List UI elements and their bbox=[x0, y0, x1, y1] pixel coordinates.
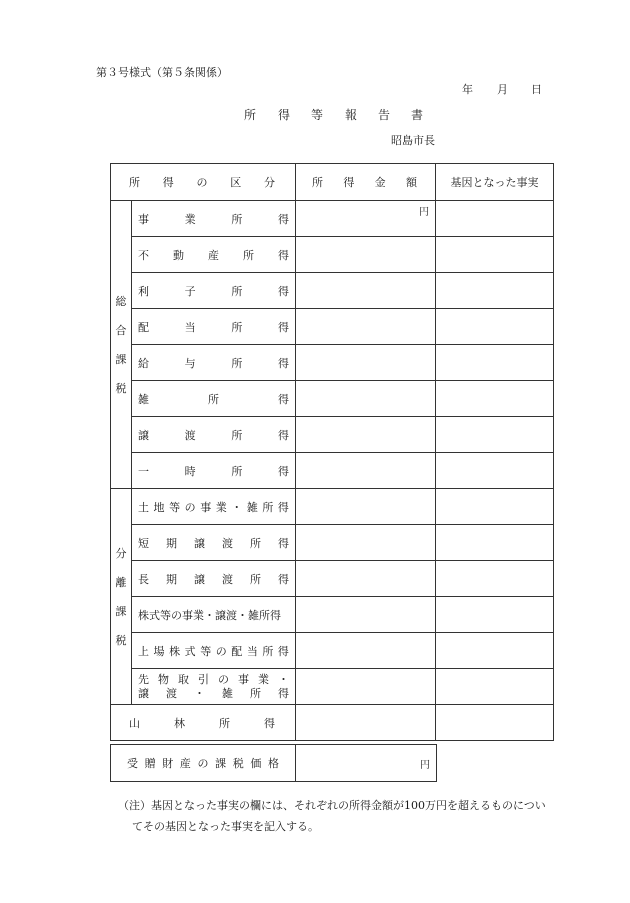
label-char: 業 bbox=[258, 673, 269, 686]
basis-cell[interactable] bbox=[436, 345, 554, 381]
group-char: 合 bbox=[115, 323, 127, 337]
label-char: 所 bbox=[231, 284, 243, 298]
label-char: 得 bbox=[277, 212, 289, 226]
label-char: 渡 bbox=[166, 687, 177, 700]
label-char: 利 bbox=[138, 284, 149, 298]
table-row bbox=[111, 309, 554, 345]
label-char: 物 bbox=[158, 673, 169, 686]
addressee: 昭島市長 bbox=[391, 134, 435, 147]
income-type-label bbox=[132, 561, 296, 597]
label-char: 事 bbox=[238, 673, 249, 686]
group-char: 離 bbox=[115, 575, 127, 589]
label-char: 短 bbox=[138, 536, 149, 550]
income-type-label bbox=[132, 237, 296, 273]
table-row bbox=[111, 417, 554, 453]
amount-cell[interactable] bbox=[296, 525, 436, 561]
basis-cell[interactable] bbox=[436, 525, 554, 561]
income-type-label bbox=[132, 597, 296, 633]
income-type-label bbox=[132, 309, 296, 345]
label-char: の bbox=[218, 673, 229, 686]
label-char: 場 bbox=[153, 644, 165, 658]
label-char: 額 bbox=[405, 176, 417, 189]
header-category bbox=[111, 164, 296, 201]
table-row bbox=[111, 237, 554, 273]
gift-label bbox=[111, 745, 296, 782]
title-char: 所 bbox=[244, 108, 257, 122]
label-char: 当 bbox=[246, 644, 258, 658]
label-char: 得 bbox=[264, 716, 275, 730]
label-char: 得 bbox=[278, 248, 289, 262]
label-char: 株式等の事業・譲渡・雑所得 bbox=[138, 608, 281, 622]
label-char: 格 bbox=[268, 757, 279, 770]
label-char: 渡 bbox=[222, 572, 233, 586]
label-char: 事 bbox=[138, 212, 149, 226]
title-char: 等 bbox=[311, 108, 324, 122]
label-char: 得 bbox=[278, 536, 289, 550]
label-char: 区 bbox=[230, 176, 242, 189]
amount-cell[interactable] bbox=[296, 273, 436, 309]
label-char: 産 bbox=[208, 248, 219, 262]
label-char: 山 bbox=[129, 716, 140, 730]
label-char: 事 bbox=[200, 500, 212, 514]
header-basis: 基因となった事実 bbox=[436, 164, 554, 201]
basis-cell[interactable] bbox=[436, 237, 554, 273]
label-char: 林 bbox=[174, 716, 185, 730]
label-char: 所 bbox=[250, 687, 261, 700]
label-char: 得 bbox=[277, 284, 289, 298]
group-char: 課 bbox=[115, 352, 127, 366]
label-char: 期 bbox=[166, 536, 177, 550]
date-year-label: 年 bbox=[462, 83, 473, 96]
table-row bbox=[111, 597, 554, 633]
amount-cell[interactable] bbox=[296, 201, 436, 237]
label-char: 所 bbox=[208, 392, 219, 406]
label-char: 得 bbox=[278, 687, 289, 700]
label-char: 子 bbox=[184, 284, 196, 298]
income-type-label bbox=[132, 489, 296, 525]
label-char: 所 bbox=[219, 716, 230, 730]
table-row bbox=[111, 273, 554, 309]
amount-cell[interactable] bbox=[296, 669, 436, 705]
label-char: ・ bbox=[231, 500, 243, 514]
group-char: 税 bbox=[115, 633, 127, 647]
label-char: 所 bbox=[231, 320, 243, 334]
label-char: 雑 bbox=[246, 500, 258, 514]
basis-cell[interactable] bbox=[436, 417, 554, 453]
basis-cell[interactable] bbox=[436, 273, 554, 309]
income-type-label bbox=[132, 633, 296, 669]
label-char: 得 bbox=[277, 320, 289, 334]
label-char: 受 bbox=[127, 757, 138, 770]
date-month-label: 月 bbox=[497, 83, 508, 96]
amount-cell[interactable] bbox=[296, 345, 436, 381]
label-char: 業 bbox=[215, 500, 227, 514]
title-char: 書 bbox=[411, 108, 424, 122]
label-char: 得 bbox=[277, 428, 289, 442]
title-char: 報 bbox=[345, 108, 358, 122]
label-char: 金 bbox=[374, 176, 386, 189]
label-char: 期 bbox=[166, 572, 177, 586]
basis-cell[interactable] bbox=[436, 597, 554, 633]
table-row bbox=[111, 633, 554, 669]
table-row bbox=[111, 381, 554, 417]
label-char: 先 bbox=[138, 673, 149, 686]
label-char: 時 bbox=[184, 464, 196, 478]
amount-cell[interactable] bbox=[296, 309, 436, 345]
label-char: 業 bbox=[184, 212, 196, 226]
label-char: 得 bbox=[343, 176, 355, 189]
label-char: の bbox=[196, 176, 208, 189]
amount-cell[interactable] bbox=[296, 561, 436, 597]
income-type-label bbox=[132, 381, 296, 417]
label-char: 雑 bbox=[138, 392, 149, 406]
label-char: 与 bbox=[184, 356, 196, 370]
label-char: 株 bbox=[169, 644, 181, 658]
group-char: 税 bbox=[115, 381, 127, 395]
table-row bbox=[111, 669, 554, 705]
yen-unit: 円 bbox=[419, 207, 429, 218]
label-char: 所 bbox=[231, 428, 243, 442]
amount-cell[interactable] bbox=[296, 453, 436, 489]
basis-cell[interactable] bbox=[436, 453, 554, 489]
mountain-forest-label bbox=[111, 705, 296, 741]
amount-cell[interactable] bbox=[296, 417, 436, 453]
amount-cell[interactable] bbox=[296, 489, 436, 525]
label-char: 所 bbox=[231, 356, 243, 370]
label-char: 得 bbox=[277, 644, 289, 658]
income-type-label bbox=[132, 201, 296, 237]
label-char: の bbox=[215, 644, 227, 658]
label-char: 所 bbox=[231, 212, 243, 226]
label-char: 地 bbox=[153, 500, 165, 514]
label-char: 取 bbox=[178, 673, 189, 686]
label-char: 財 bbox=[162, 757, 174, 770]
income-type-label bbox=[132, 525, 296, 561]
group-char: 分 bbox=[115, 546, 127, 560]
income-type-label bbox=[132, 669, 296, 705]
basis-cell[interactable] bbox=[436, 381, 554, 417]
label-char: の bbox=[184, 500, 196, 514]
title-char: 告 bbox=[378, 108, 391, 122]
label-char: ・ bbox=[278, 673, 289, 686]
note-line-2: てその基因となった事実を記入する。 bbox=[132, 820, 319, 833]
label-char: 引 bbox=[198, 673, 209, 686]
label-char: 所 bbox=[250, 572, 261, 586]
label-char: 上 bbox=[138, 644, 149, 658]
label-char: 譲 bbox=[194, 536, 205, 550]
header-amount bbox=[296, 164, 436, 201]
form-number: 第３号様式（第５条関係） bbox=[96, 66, 228, 79]
label-char: 等 bbox=[200, 644, 212, 658]
basis-cell[interactable] bbox=[436, 705, 554, 741]
basis-cell[interactable] bbox=[436, 633, 554, 669]
label-char: の bbox=[197, 757, 209, 770]
label-char: 所 bbox=[262, 500, 274, 514]
basis-cell[interactable] bbox=[436, 309, 554, 345]
group-label bbox=[111, 489, 132, 705]
table-row bbox=[111, 453, 554, 489]
label-char: 所 bbox=[129, 176, 140, 189]
label-char: 譲 bbox=[138, 687, 149, 700]
label-char: 渡 bbox=[222, 536, 233, 550]
label-char: 譲 bbox=[138, 428, 149, 442]
group-char: 課 bbox=[115, 604, 127, 618]
date-day-label: 日 bbox=[531, 83, 542, 96]
label-char: 雑 bbox=[222, 687, 233, 700]
group-label bbox=[111, 201, 132, 489]
basis-cell[interactable] bbox=[436, 489, 554, 525]
label-char: 得 bbox=[278, 392, 289, 406]
label-char: ・ bbox=[194, 687, 205, 700]
label-char: 不 bbox=[138, 248, 149, 262]
amount-cell[interactable] bbox=[296, 237, 436, 273]
label-char: 産 bbox=[179, 757, 191, 770]
label-char: 土 bbox=[138, 500, 149, 514]
label-char: 式 bbox=[184, 644, 196, 658]
label-char: 価 bbox=[250, 757, 262, 770]
label-char: 給 bbox=[138, 356, 149, 370]
title-char: 得 bbox=[278, 108, 291, 122]
label-char: 所 bbox=[312, 176, 323, 189]
label-char: 所 bbox=[243, 248, 254, 262]
table-row bbox=[111, 525, 554, 561]
label-char: 所 bbox=[231, 464, 243, 478]
amount-cell[interactable] bbox=[296, 381, 436, 417]
table-row bbox=[111, 489, 554, 525]
income-type-label bbox=[132, 345, 296, 381]
amount-cell[interactable] bbox=[296, 597, 436, 633]
income-type-label bbox=[132, 273, 296, 309]
group-char: 総 bbox=[115, 294, 127, 308]
table-row bbox=[111, 345, 554, 381]
label-char: 贈 bbox=[144, 757, 156, 770]
label-char: 譲 bbox=[194, 572, 205, 586]
label-char: 所 bbox=[262, 644, 274, 658]
label-char: 得 bbox=[278, 572, 289, 586]
label-char: 得 bbox=[277, 356, 289, 370]
income-type-label bbox=[132, 417, 296, 453]
table-row bbox=[111, 201, 554, 237]
amount-cell[interactable] bbox=[296, 633, 436, 669]
label-char: 得 bbox=[277, 500, 289, 514]
label-char: 当 bbox=[184, 320, 196, 334]
label-char: 等 bbox=[169, 500, 181, 514]
basis-cell[interactable] bbox=[436, 669, 554, 705]
table-row bbox=[111, 745, 437, 782]
label-char: 所 bbox=[250, 536, 261, 550]
gift-amount-cell[interactable] bbox=[296, 745, 437, 782]
income-table bbox=[110, 163, 554, 741]
label-char: 分 bbox=[264, 176, 275, 189]
note-line-1: （注）基因となった事実の欄には、それぞれの所得金額が100万円を超えるものについ bbox=[118, 799, 546, 812]
label-char: 得 bbox=[277, 464, 289, 478]
basis-cell[interactable] bbox=[436, 201, 554, 237]
table-row bbox=[111, 561, 554, 597]
yen-unit: 円 bbox=[420, 760, 430, 771]
label-char: 動 bbox=[173, 248, 184, 262]
label-char: 得 bbox=[162, 176, 174, 189]
basis-cell[interactable] bbox=[436, 561, 554, 597]
gift-table bbox=[110, 744, 437, 782]
label-char: 渡 bbox=[184, 428, 196, 442]
table-header-row bbox=[111, 164, 554, 201]
label-char: 税 bbox=[232, 757, 244, 770]
amount-cell[interactable] bbox=[296, 705, 436, 741]
label-char: 課 bbox=[215, 757, 227, 770]
label-char: 配 bbox=[138, 320, 149, 334]
label-char: 配 bbox=[231, 644, 243, 658]
table-row bbox=[111, 705, 554, 741]
income-type-label bbox=[132, 453, 296, 489]
label-char: 一 bbox=[138, 464, 149, 478]
label-char: 長 bbox=[138, 572, 149, 586]
